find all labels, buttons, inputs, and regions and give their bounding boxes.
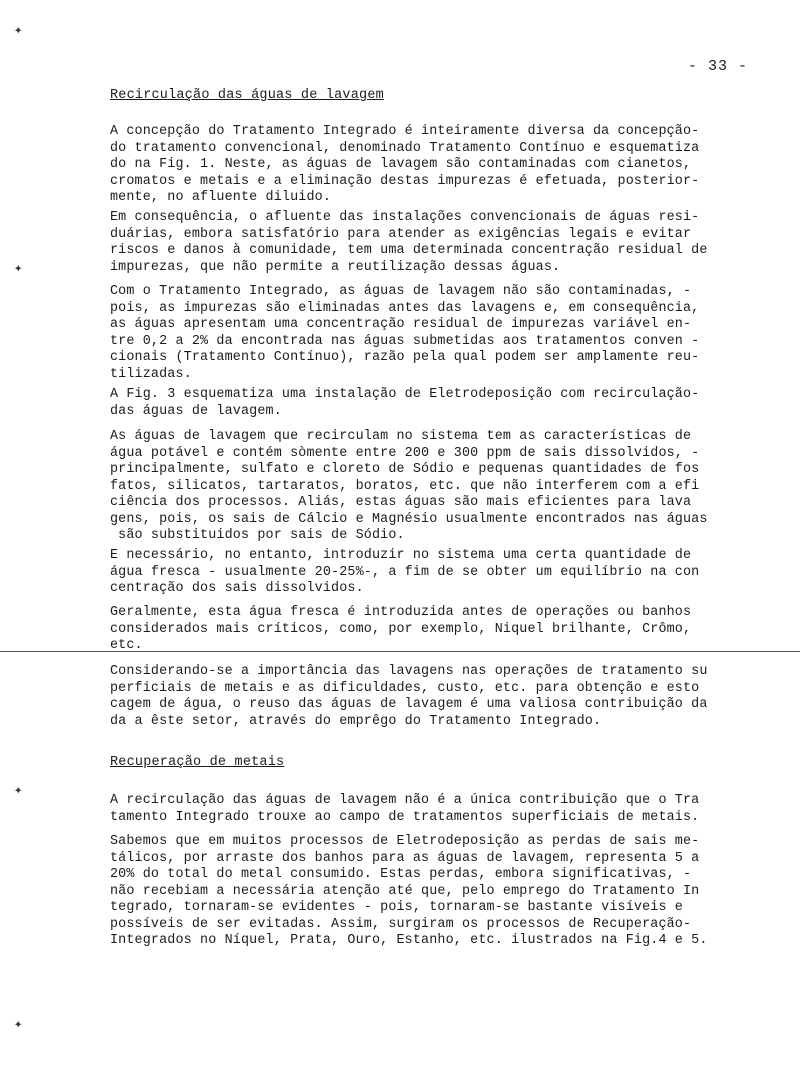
paragraph xyxy=(110,548,752,598)
text-line: água potável e contém sòmente entre 200 e 300 ppm de sais dissolvidos, - xyxy=(110,445,700,461)
text-line: A Fig. 3 esquematiza uma instalação de Eletrodeposição com recirculação- xyxy=(110,387,700,402)
paragraph xyxy=(110,429,752,545)
text-line: centração dos sais dissolvidos. xyxy=(110,581,364,596)
text-line: Em consequência, o afluente das instalações convencionais de águas resi- xyxy=(110,210,700,225)
paragraph xyxy=(110,664,752,730)
text-line: A concepção do Tratamento Integrado é inteiramente diversa da concepção- xyxy=(110,124,700,139)
text-line: Sabemos que em muitos processos de Eletrodeposição as perdas de sais me- xyxy=(110,834,700,849)
text-line: fatos, silicatos, tartaratos, boratos, etc. que não interferem com a efi xyxy=(110,478,700,494)
text-line: possíveis de ser evitadas. Assim, surgiram os processos de Recuperação- xyxy=(110,916,692,932)
text-line: considerados mais críticos, como, por exemplo, Niquel brilhante, Crômo, xyxy=(110,621,692,637)
text-line: pois, as impurezas são eliminadas antes das lavagens e, em consequência, xyxy=(110,300,700,316)
page-number: - 33 - xyxy=(688,58,749,75)
text-line: Considerando-se a importância das lavagens nas operações de tratamento su xyxy=(110,664,708,679)
text-line: não recebiam a necessária atenção até que, pelo emprego do Tratamento In xyxy=(110,883,700,899)
punch-hole-mark: ✦ xyxy=(14,1017,23,1033)
text-line: tálicos, por arraste dos banhos para as águas de lavagem, representa 5 a xyxy=(110,850,700,866)
text-line: riscos e danos à comunidade, tem uma determinada concentração residual de xyxy=(110,243,708,258)
paragraph xyxy=(110,605,752,655)
punch-hole-mark: ✦ xyxy=(14,261,23,277)
text-line: principalmente, sulfato e cloreto de Sódio e pequenas quantidades de fos xyxy=(110,462,700,477)
text-line: são substituidos por sais de Sódio. xyxy=(110,528,405,543)
text-line: gens, pois, os sais de Cálcio e Magnésio usualmente encontrados nas águas xyxy=(110,511,708,527)
section-heading: Recuperação de metais xyxy=(110,755,285,770)
text-line: as águas apresentam uma concentração residual de impurezas variável en- xyxy=(110,317,692,332)
text-line: tamento Integrado trouxe ao campo de tratamentos superficiais de metais. xyxy=(110,809,700,825)
text-line: impurezas, que não permite a reutilização dessas águas. xyxy=(110,259,561,275)
text-line: As águas de lavagem que recirculam no sistema tem as características de xyxy=(110,429,692,444)
text-line: Com o Tratamento Integrado, as águas de lavagem não são contaminadas, - xyxy=(110,284,692,299)
text-line: água fresca - usualmente 20-25%-, a fim de se obter um equilíbrio na con xyxy=(110,564,700,580)
paragraph xyxy=(110,793,752,826)
paragraph xyxy=(110,210,752,276)
text-line: tre 0,2 a 2% da encontrada nas águas submetidas aos tratamentos conven - xyxy=(110,333,700,349)
punch-hole-mark: ✦ xyxy=(14,783,23,799)
paragraph xyxy=(110,124,752,207)
text-line: A recirculação das águas de lavagem não é a única contribuição que o Tra xyxy=(110,793,700,808)
text-line: tilizadas. xyxy=(110,366,192,382)
text-line: cagem de água, o reuso das águas de lavagem é uma valiosa contribuição da xyxy=(110,697,708,712)
text-line: duárias, embora satisfatório para atender as exigências legais e evitar xyxy=(110,226,692,242)
section-heading: Recirculação das águas de lavagem xyxy=(110,88,384,103)
text-line: mente, no afluente diluido. xyxy=(110,190,332,205)
text-line: tegrado, tornaram-se evidentes - pois, tornaram-se bastante visíveis e xyxy=(110,900,683,915)
paragraph xyxy=(110,284,752,383)
text-line: da a êste setor, através do emprêgo do Tratamento Integrado. xyxy=(110,713,602,729)
text-line: cromatos e metais e a eliminação destas impurezas é efetuada, posterior- xyxy=(110,173,700,189)
text-line: ciência dos processos. Aliás, estas águas são mais eficientes para lava xyxy=(110,495,692,510)
text-line: Integrados no Níquel, Prata, Ouro, Estanho, etc. ilustrados na Fig.4 e 5. xyxy=(110,933,708,948)
text-line: Geralmente, esta água fresca é introduzida antes de operações ou banhos xyxy=(110,605,692,620)
text-line: do tratamento convencional, denominado Tratamento Contínuo e esquematiza xyxy=(110,140,700,156)
text-line: etc. xyxy=(110,638,143,653)
text-line: perficiais de metais e as dificuldades, custo, etc. para obtenção e esto xyxy=(110,680,700,696)
text-line: das águas de lavagem. xyxy=(110,403,282,419)
text-line: 20% do total do metal consumido. Estas perdas, embora significativas, - xyxy=(110,867,692,882)
paragraph xyxy=(110,834,752,950)
text-line: É necessário, no entanto, introduzir no sistema uma certa quantidade de xyxy=(110,548,692,563)
punch-hole-mark: ✦ xyxy=(14,23,23,39)
paragraph xyxy=(110,387,752,420)
text-line: cionais (Tratamento Contínuo), razão pela qual podem ser amplamente reu- xyxy=(110,350,700,365)
text-line: do na Fig. 1. Neste, as águas de lavagem são contaminadas com cianetos, xyxy=(110,157,692,172)
